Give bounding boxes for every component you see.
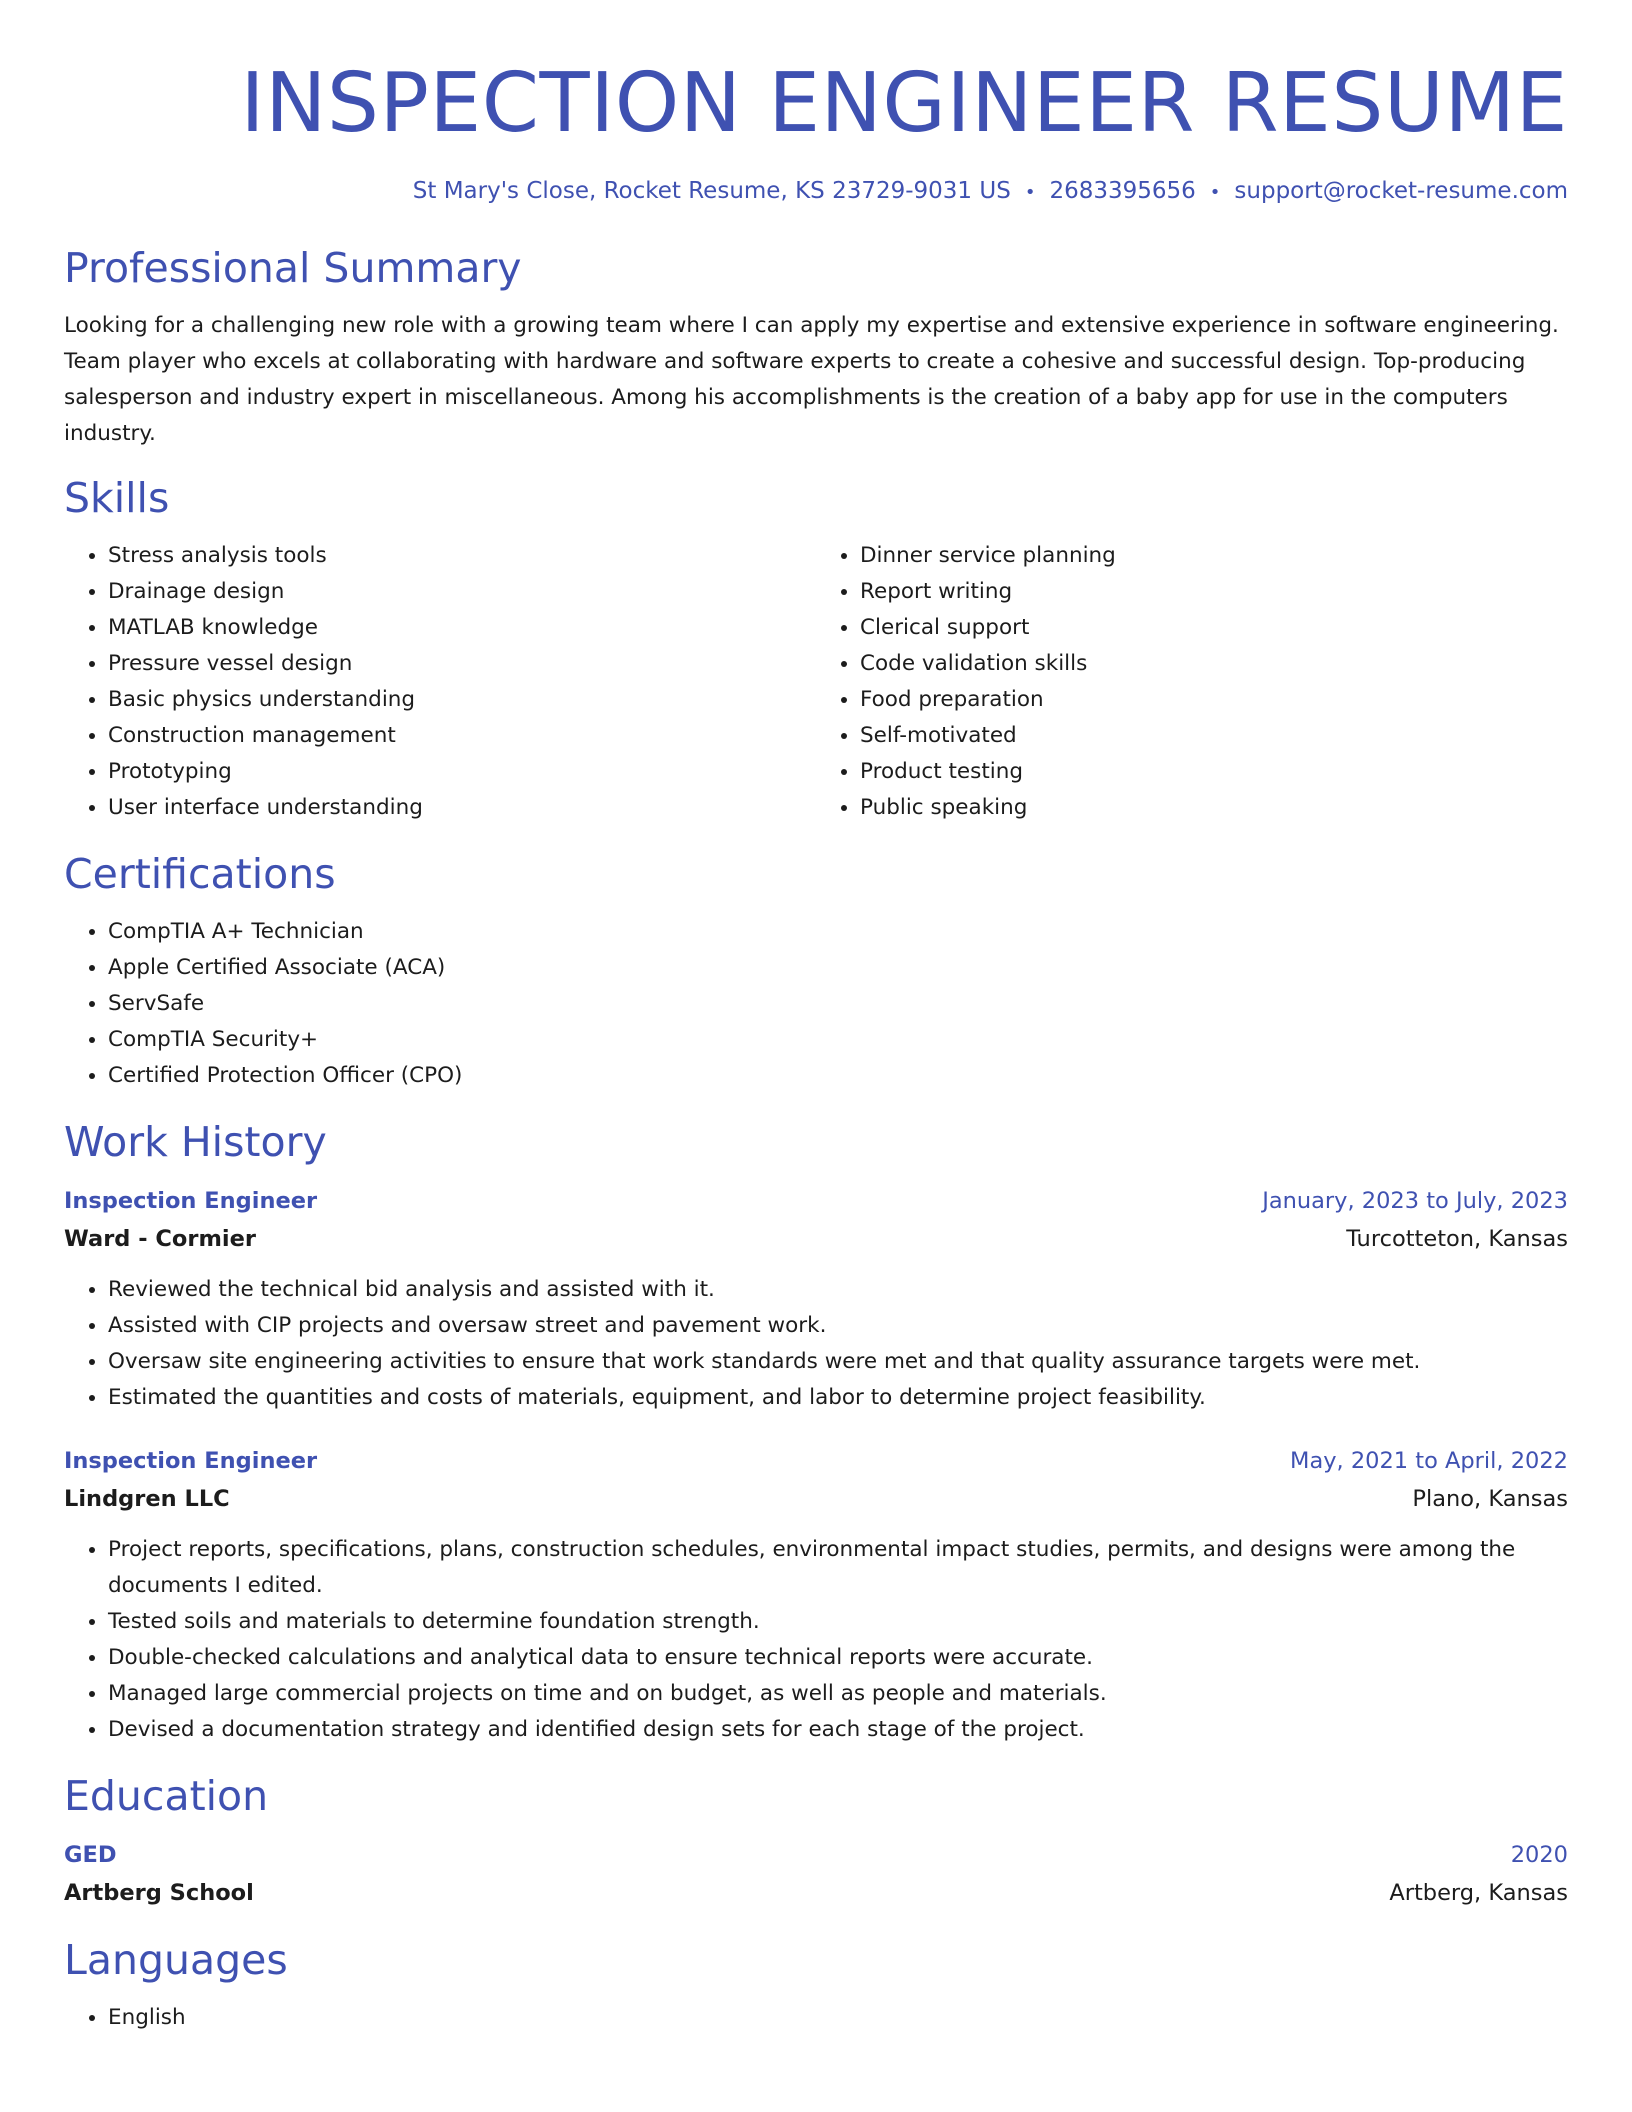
job-company: Lindgren LLC	[64, 1486, 230, 1512]
job-bullet: • Oversaw site engineering activities to ensure that work standards were met and that quality assurance targets were met.	[108, 1344, 1568, 1380]
contact-separator: •	[1024, 182, 1036, 203]
skill-item: • Dinner service planning	[860, 538, 1568, 574]
skill-item: • Public speaking	[860, 790, 1568, 826]
job-header	[64, 1442, 1568, 1480]
certification-item: • Apple Certified Associate (ACA)	[108, 950, 1568, 986]
contact-line	[64, 176, 1568, 208]
skill-item: • MATLAB knowledge	[108, 610, 816, 646]
skill-item: • Clerical support	[860, 610, 1568, 646]
work-history-heading: Work History	[64, 1118, 327, 1166]
job-company: Ward - Cormier	[64, 1226, 256, 1252]
job-bullet: • Managed large commercial projects on time and on budget, as well as people and materials.	[108, 1676, 1568, 1712]
certifications-list	[64, 914, 1568, 1094]
skill-item: • Report writing	[860, 574, 1568, 610]
skill-item: • Basic physics understanding	[108, 682, 816, 718]
job-title: Inspection Engineer	[64, 1188, 318, 1214]
summary-heading: Professional Summary	[64, 244, 522, 292]
job-bullet: • Project reports, specifications, plans, construction schedules, environmental impact studies, permits, and designs were among the documents I edited.	[108, 1532, 1568, 1604]
job-subheader	[64, 1220, 1568, 1258]
job-bullet: • Estimated the quantities and costs of materials, equipment, and labor to determine project feasibility.	[108, 1380, 1568, 1416]
skill-item: • User interface understanding	[108, 790, 816, 826]
skill-item: • Code validation skills	[860, 646, 1568, 682]
certification-item: • Certified Protection Officer (CPO)	[108, 1058, 1568, 1094]
job-bullet: • Tested soils and materials to determine foundation strength.	[108, 1604, 1568, 1640]
education-year: 2020	[1510, 1842, 1568, 1868]
job-bullet: • Double-checked calculations and analytical data to ensure technical reports were accurate.	[108, 1640, 1568, 1676]
job-subheader	[64, 1480, 1568, 1518]
job-bullets	[64, 1272, 1568, 1416]
contact-email: support@rocket-resume.com	[1234, 178, 1568, 204]
contact-address: St Mary's Close, Rocket Resume, KS 23729-9031 US	[412, 178, 1011, 204]
education-entry	[64, 1836, 1568, 1912]
languages-heading: Languages	[64, 1936, 288, 1984]
education-subheader	[64, 1874, 1568, 1912]
certifications-heading: Certifications	[64, 850, 336, 898]
job-bullet: • Devised a documentation strategy and identified design sets for each stage of the project.	[108, 1712, 1568, 1748]
job-location: Plano, Kansas	[1412, 1486, 1568, 1512]
languages-list	[64, 2000, 1568, 2036]
skill-item: • Self-motivated	[860, 718, 1568, 754]
resume-title: INSPECTION ENGINEER RESUME	[240, 56, 1568, 151]
language-item: • English	[108, 2000, 1568, 2036]
job-bullets	[64, 1532, 1568, 1748]
job-entry	[64, 1442, 1568, 1748]
skill-item: • Drainage design	[108, 574, 816, 610]
education-header	[64, 1836, 1568, 1874]
job-dates: May, 2021 to April, 2022	[1290, 1448, 1568, 1474]
education-school: Artberg School	[64, 1880, 254, 1906]
certification-item: • CompTIA Security+	[108, 1022, 1568, 1058]
education-location: Artberg, Kansas	[1389, 1880, 1568, 1906]
summary-text: Looking for a challenging new role with a growing team where I can apply my expertise and extensive experience in software engineering. Team player who excels at collaborating with hardware and software experts to create a cohesive and successful design. Top-producing salesperson and industry expert in miscellaneous. Among his accomplishments is the creation of a baby app for use in the computers industry.	[64, 313, 1559, 446]
skill-item: • Construction management	[108, 718, 816, 754]
job-header	[64, 1182, 1568, 1220]
skill-item: • Product testing	[860, 754, 1568, 790]
education-degree: GED	[64, 1842, 117, 1868]
contact-separator: •	[1209, 182, 1221, 203]
job-location: Turcotteton, Kansas	[1346, 1226, 1568, 1252]
certification-item: • ServSafe	[108, 986, 1568, 1022]
contact-phone: 2683395656	[1049, 178, 1196, 204]
certification-item: • CompTIA A+ Technician	[108, 914, 1568, 950]
skills-list-left	[64, 538, 816, 826]
job-bullet: • Assisted with CIP projects and oversaw street and pavement work.	[108, 1308, 1568, 1344]
skill-item: • Prototyping	[108, 754, 816, 790]
skills-heading: Skills	[64, 474, 170, 522]
job-title: Inspection Engineer	[64, 1448, 318, 1474]
skill-item: • Pressure vessel design	[108, 646, 816, 682]
resume-page	[64, 0, 1568, 2036]
education-heading: Education	[64, 1772, 269, 1820]
skills-columns	[64, 538, 1568, 826]
job-dates: January, 2023 to July, 2023	[1262, 1188, 1568, 1214]
skill-item: • Food preparation	[860, 682, 1568, 718]
skills-list-right	[816, 538, 1568, 826]
job-bullet: • Reviewed the technical bid analysis and assisted with it.	[108, 1272, 1568, 1308]
skill-item: • Stress analysis tools	[108, 538, 816, 574]
job-entry	[64, 1182, 1568, 1416]
